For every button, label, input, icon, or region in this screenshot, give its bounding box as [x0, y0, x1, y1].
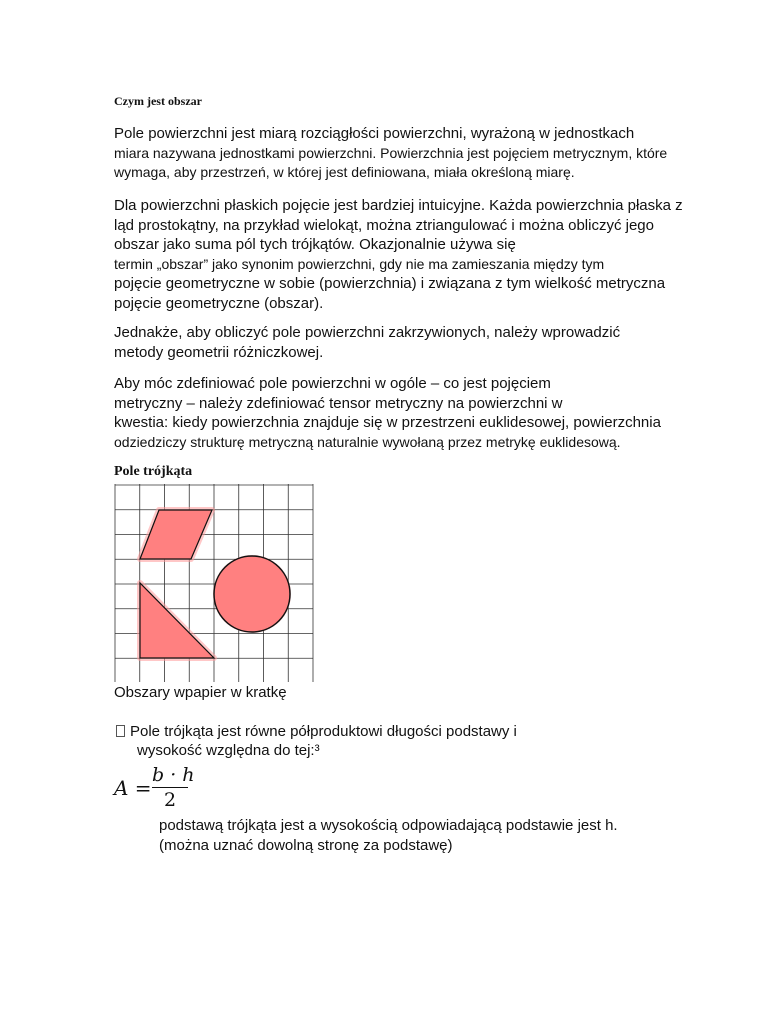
grid-area-figure	[112, 484, 316, 682]
text-line: metody geometrii różniczkowej.	[114, 343, 324, 361]
text-line: odziedziczy strukturę metryczną naturalnie wywołaną przez metrykę euklidesową.	[114, 433, 621, 450]
text-line: pojęcie geometryczne (obszar).	[114, 294, 324, 312]
figure-caption: Obszary wpapier w kratkę	[114, 684, 287, 701]
text-line: (można uznać dowolną stronę za podstawę)	[159, 837, 453, 854]
formula-lhs: A =	[114, 776, 152, 800]
text-line: ląd prostokątny, na przykład wielokąt, można ztriangulować i można obliczyć jego	[114, 216, 654, 234]
paragraph-metric-tensor	[114, 374, 661, 452]
text-line: Pole powierzchni jest miarą rozciągłości powierzchni, wyrażoną w jednostkach	[114, 125, 635, 142]
text-line: podstawą trójkąta jest a wysokością odpowiadającą podstawie jest h.	[159, 817, 618, 834]
fraction-bar	[152, 787, 188, 788]
bullet-item	[116, 722, 517, 760]
text-line: wymaga, aby przestrzeń, w której jest definiowana, miała określoną miarę.	[114, 164, 575, 180]
section-heading: Pole trójkąta	[114, 464, 193, 479]
formula-denominator: 2	[163, 789, 177, 811]
parallelogram-shape-fill	[140, 510, 212, 559]
formula-numerator: b · h	[152, 764, 195, 786]
text-line: termin „obszar” jako synonim powierzchni, gdy nie ma zamieszania między tym	[114, 255, 605, 272]
paragraph-definition	[114, 124, 667, 183]
bullet-box-icon	[116, 725, 125, 737]
text-line: pojęcie geometryczne w sobie (powierzchnia) i związana z tym wielkość metryczna	[114, 275, 666, 292]
bullet-text: wysokość względna do tej:³	[137, 742, 320, 759]
circle-shape	[214, 556, 290, 632]
text-line: obszar jako suma pól tych trójkątów. Okazjonalnie używa się	[114, 236, 516, 253]
paragraph-curved-surfaces	[114, 323, 620, 362]
text-line: Jednakże, aby obliczyć pole powierzchni zakrzywionych, należy wprowadzić	[114, 324, 621, 341]
paragraph-formula-explanation	[159, 816, 618, 856]
triangle-shape	[140, 583, 214, 658]
text-line: kwestia: kiedy powierzchnia znajduje się w przestrzeni euklidesowej, powierzchnia	[114, 414, 661, 431]
text-line: Dla powierzchni płaskich pojęcie jest bardziej intuicyjne. Każda powierzchnia płaska z	[114, 197, 683, 214]
bullet-text: Pole trójkąta jest równe półproduktowi długości podstawy i	[130, 723, 517, 740]
paragraph-flat-surfaces	[114, 196, 683, 313]
text-line: metryczny – należy zdefiniować tensor metryczny na powierzchni w	[114, 394, 563, 412]
text-line: Aby móc zdefiniować pole powierzchni w ogóle – co jest pojęciem	[114, 375, 551, 392]
section-heading: Czym jest obszar	[114, 94, 202, 108]
formula-fraction	[152, 764, 195, 811]
text-line: miara nazywana jednostkami powierzchni. Powierzchnia jest pojęciem metrycznym, które	[114, 144, 668, 161]
